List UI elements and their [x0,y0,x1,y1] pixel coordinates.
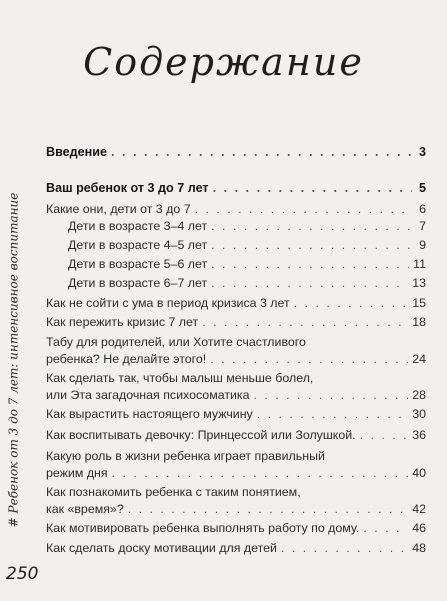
toc-entry-title: Как мотивировать ребенка выполнять работу по дому. [46,521,360,535]
toc-entry-line [46,501,426,518]
toc-entry-page: 6 [419,202,426,216]
toc-entry-page: 3 [418,145,426,159]
toc-entry-title: Как воспитывать девочку: Принцессой или Золушкой. [46,428,356,442]
toc-entry[interactable] [46,334,426,368]
dot-leader [257,406,408,423]
toc-entry[interactable] [46,275,426,292]
toc-entry-line [46,406,426,423]
page-title: Содержание [83,40,364,84]
toc-entry-line [46,448,426,465]
toc-entry-title: Как пережить кризис 7 лет [46,315,199,329]
toc-entry-page: 13 [412,276,426,290]
toc-entry-page: 48 [412,541,426,555]
toc-entry-title: Как не сойти с ума в период кризиса 3 лет [46,296,290,310]
toc-entry-title: Дети в возрасте 6–7 лет [68,276,208,290]
toc-entry-page: 46 [412,521,426,535]
toc-entry-page: 40 [412,466,426,480]
dot-leader [281,540,408,557]
toc-entry-page: 7 [419,219,426,233]
toc-entry-page: 5 [418,181,426,195]
toc-entry[interactable] [46,144,426,161]
toc-entry-page: 36 [412,428,426,442]
toc-entry[interactable] [46,218,426,235]
book-title-caption: # Ребенок от 3 до 7 лет: интенсивное воспитание [6,192,21,528]
dot-leader [111,144,412,161]
toc-entry-line [46,484,426,501]
toc-entry-line [46,370,426,387]
dot-leader [294,295,409,312]
toc-entry-title: Как сделать доску мотивации для детей [46,541,277,555]
toc-entry-line [46,201,426,218]
toc-entry-line [46,540,426,557]
toc-entry-title: Дети в возрасте 5–6 лет [68,257,208,271]
dot-leader [210,351,408,368]
toc-entry-title: Какую роль в жизни ребенка играет правильный [46,449,325,463]
dot-leader [195,201,412,218]
toc-entry-title: Какие они, дети от 3 до 7 [46,202,191,216]
toc-entry-line [46,256,426,273]
toc-entry-title: или Эта загадочная психосоматика [46,388,250,402]
toc-entry[interactable] [46,180,426,197]
toc-entry-line [46,275,426,292]
toc-entry-page: 18 [412,315,426,329]
toc-entry-title: как «время»? [46,502,124,516]
toc-entry-line [46,334,426,351]
running-header-vertical [3,170,23,550]
toc-entry[interactable] [46,370,426,404]
toc-entry-title: ребенка? Не делайте этого! [46,352,207,366]
toc-entry-line [46,218,426,235]
dot-leader [363,520,408,537]
toc-entry-line [46,180,426,197]
dot-leader [360,427,409,444]
toc-entry[interactable] [46,256,426,273]
dot-leader [202,314,408,331]
toc-entry-title: Как сделать так, чтобы малыш меньше болел, [46,371,314,385]
dot-leader [128,501,408,518]
toc-entry-page: 30 [412,407,426,421]
page-number: 250 [6,564,39,584]
dot-leader [211,237,412,254]
toc-entry-title: Введение [46,145,108,159]
dot-leader [213,180,412,197]
toc-entry[interactable] [46,295,426,312]
dot-leader [211,218,412,235]
toc-entry-line [46,351,426,368]
toc-entry-page: 9 [419,238,426,252]
toc-entry-page: 28 [412,388,426,402]
toc-entry-page: 24 [412,352,426,366]
toc-entry[interactable] [46,237,426,254]
toc-entry[interactable] [46,314,426,331]
toc-entry-line [46,295,426,312]
toc-entry-line [46,520,426,537]
toc-entry-line [46,314,426,331]
toc-entry-line [46,427,426,444]
toc-entry-page: 11 [413,257,426,271]
toc-entry-page: 42 [412,502,426,516]
toc-entry-line [46,465,426,482]
toc-entry-title: Табу для родителей, или Хотите счастливого [46,335,306,349]
toc-entry[interactable] [46,520,426,537]
dot-leader [211,256,409,273]
toc-entry[interactable] [46,201,426,218]
dot-leader [254,387,409,404]
toc-entry[interactable] [46,484,426,518]
toc-entry-page: 15 [412,296,426,310]
toc-entry-title: Дети в возрасте 3–4 лет [68,219,208,233]
toc-entry-line [46,237,426,254]
toc-entry[interactable] [46,448,426,482]
toc-entry[interactable] [46,540,426,557]
toc-entry[interactable] [46,406,426,423]
toc-entry-title: Как вырастить настоящего мужчину [46,407,253,421]
toc-entry-line [46,144,426,161]
toc-entry-title: Дети в возрасте 4–5 лет [68,238,208,252]
toc-entry-title: Как познакомить ребенка с таким понятием, [46,485,301,499]
toc-entry[interactable] [46,427,426,444]
toc-entry-title: режим дня [46,466,108,480]
dot-leader [112,465,409,482]
toc-entry-title: Ваш ребенок от 3 до 7 лет [46,181,209,195]
dot-leader [211,275,408,292]
toc-entry-line [46,387,426,404]
